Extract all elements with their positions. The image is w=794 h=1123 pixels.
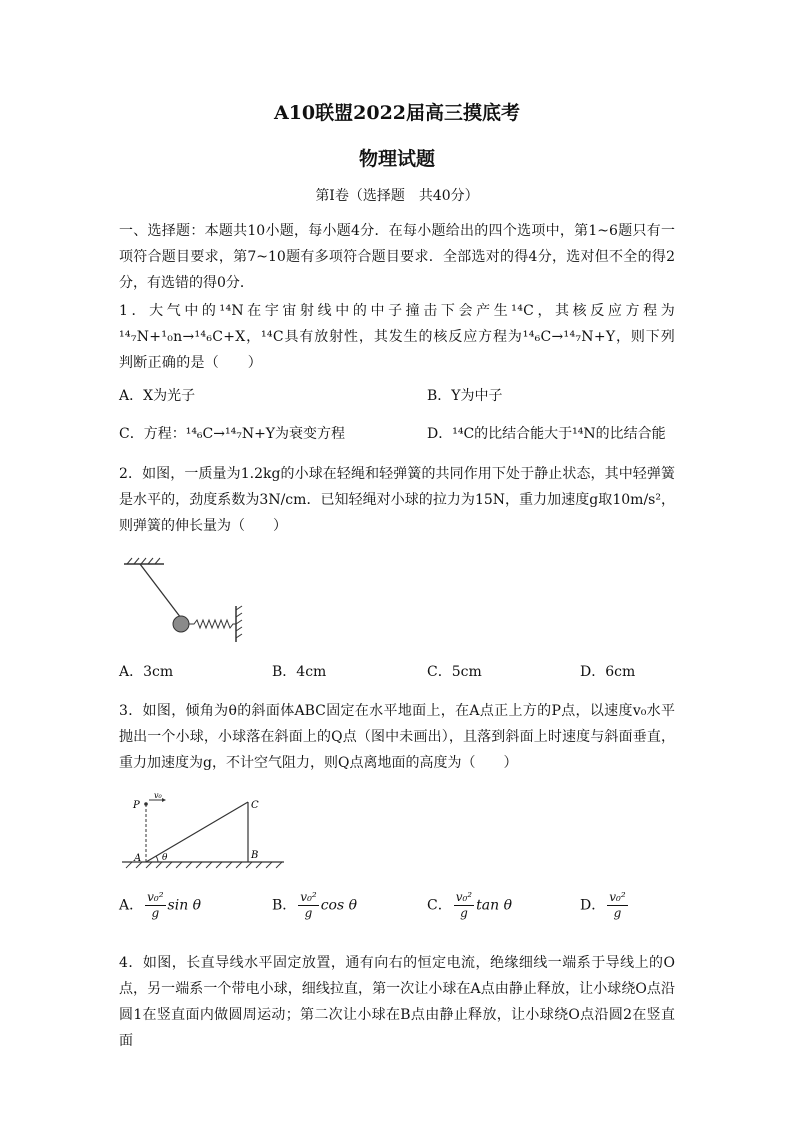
q3-option-c-denominator: g [460, 906, 468, 920]
q1-option-c: C．方程：¹⁴₆C→¹⁴₇N+Y为衰变方程 [119, 426, 346, 442]
q3-figure-incline [118, 788, 288, 872]
ground-hatch [126, 862, 282, 868]
question-3-stem: 3．如图，倾角为θ的斜面体ABC固定在水平地面上，在A点正上方的P点，以速度v₀水平抛出一个小球，小球落在斜面上的Q点（图中未画出），且落到斜面上时速度与斜面垂直，重力加速度为g，不计空气阻力，则Q点离地面的高度为（ ） [119, 703, 675, 771]
q3-option-c-numerator: v₀² [455, 890, 473, 904]
question-4-stem: 4．如图，长直导线水平固定放置，通有向右的恒定电流，绝缘细线一端系于导线上的O点，另一端系一个带电小球，细线拉直，第一次让小球在A点由静止释放，让小球绕O点沿圆1在竖直面内做圆周运动；第二次让小球在B点由静止释放，让小球绕O点沿圆2在竖直面 [119, 955, 675, 1049]
label-p: P [133, 800, 140, 811]
q3-option-a-fraction [145, 890, 165, 921]
label-theta: θ [162, 853, 168, 863]
q1-option-b: B．Y为中子 [427, 388, 503, 404]
q3-option-d-denominator: g [613, 906, 622, 920]
q3-option-c-label: C． [427, 897, 452, 914]
velocity-arrowhead [162, 798, 166, 802]
label-v0: v₀ [154, 791, 162, 800]
q3-option-d [580, 890, 630, 921]
q2-option-c: C．5cm [427, 664, 482, 680]
q3-option-c-fraction [454, 890, 474, 921]
q3-option-b-denominator: g [304, 906, 313, 920]
q2-figure-ball-spring [118, 556, 248, 648]
q1-option-d: D．¹⁴C的比结合能大于¹⁴N的比结合能 [427, 426, 666, 442]
q3-option-b [272, 890, 357, 921]
q3-option-b-label: B． [272, 897, 297, 914]
ball [173, 616, 189, 632]
angle-arc [156, 856, 158, 862]
q3-option-b-function: cos θ [320, 897, 358, 914]
q3-option-b-fraction [298, 890, 318, 921]
subject-title: 物理试题 [358, 148, 435, 170]
section-title: 第Ⅰ卷（选择题 共40分） [315, 188, 479, 204]
label-a: A [134, 853, 142, 864]
point-p [144, 802, 148, 806]
section-instructions: 一、选择题：本题共10小题，每小题4分．在每小题给出的四个选项中，第1~6题只有一项符合题目要求，第7~10题有多项符合题目要求．全部选对的得4分，选对但不全的得2分，有选错的得0分． [119, 223, 675, 291]
q1-option-a: A．X为光子 [119, 388, 196, 404]
q3-option-a-function: sin θ [167, 897, 202, 914]
spring [188, 620, 236, 628]
q3-option-d-numerator: v₀² [609, 890, 626, 904]
label-c: C [251, 800, 259, 811]
q3-option-d-label: D． [580, 897, 606, 914]
question-1-stem: 1．大气中的¹⁴N在宇宙射线中的中子撞击下会产生¹⁴C，其核反应方程为 ¹⁴₇N+¹₀n→¹⁴₆C+X，¹⁴C具有放射性，其发生的核反应方程为¹⁴₆C→¹⁴₇N+Y，则下列判断正确的是（ ） [119, 303, 675, 371]
exam-title: A10联盟2022届高三摸底考 [273, 102, 521, 124]
q2-option-d: D．6cm [580, 664, 636, 680]
q3-option-d-fraction [607, 890, 627, 921]
q3-option-a-denominator: g [151, 906, 160, 920]
question-2-stem: 2．如图，一质量为1.2kg的小球在轻绳和轻弹簧的共同作用下处于静止状态，其中轻弹簧是水平的，劲度系数为3N/cm．已知轻绳对小球的拉力为15N，重力加速度g取10m/s²，则弹簧的伸长量为（ ） [119, 466, 675, 534]
label-b: B [251, 850, 259, 861]
wall-hatch [236, 606, 242, 638]
rope [140, 564, 181, 618]
q3-option-a [119, 890, 201, 921]
q3-option-c-function: tan θ [476, 897, 512, 914]
q3-option-a-numerator: v₀² [147, 890, 164, 904]
q3-option-a-label: A． [119, 897, 144, 914]
q2-option-a: A．3cm [119, 664, 174, 680]
q2-option-b: B．4cm [272, 664, 327, 680]
q3-option-c [427, 890, 512, 921]
q3-option-b-numerator: v₀² [300, 890, 317, 904]
ceiling-hatch [127, 558, 160, 564]
